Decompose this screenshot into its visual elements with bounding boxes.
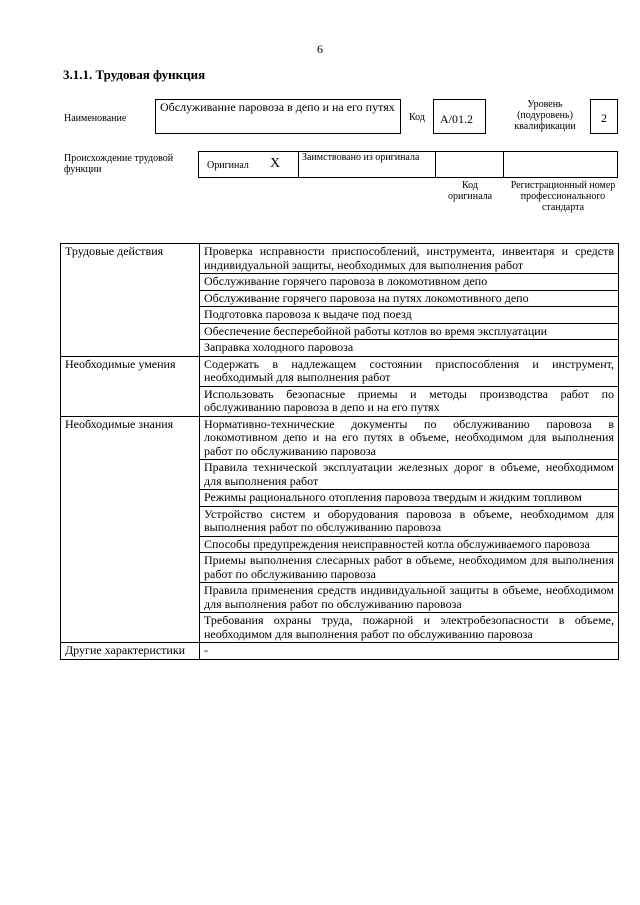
level-value: 2 xyxy=(590,99,618,134)
table-row xyxy=(61,643,619,660)
category-cell: Другие характеристики xyxy=(61,643,200,660)
item-cell: Подготовка паровоза к выдаче под поезд xyxy=(200,307,619,324)
item-cell: Нормативно-технические документы по обслуживанию паровоза в локомотивном депо и на его путях в объеме, необходимом для выполнения работ по обслуживанию паровоза xyxy=(200,416,619,460)
item-cell: Содержать в надлежащем состоянии приспособления и инструмент, необходимый для выполнения работ xyxy=(200,356,619,386)
section-title: 3.1.1. Трудовая функция xyxy=(63,67,206,82)
origin-label: Происхождение трудовой функции xyxy=(64,153,174,175)
name-value: Обслуживание паровоза в депо и на его путях xyxy=(155,99,401,134)
item-cell: Правила технической эксплуатации железных дорог в объеме, необходимом для выполнения работ xyxy=(200,460,619,490)
name-label: Наименование xyxy=(64,113,127,124)
category-cell: Трудовые действия xyxy=(61,244,200,357)
code-label: Код xyxy=(409,112,425,123)
item-cell: Заправка холодного паровоза xyxy=(200,340,619,357)
origin-borrowed-label: Заимствовано из оригинала xyxy=(302,152,420,163)
item-cell: Обслуживание горячего паровоза в локомотивном депо xyxy=(200,274,619,291)
page-number: 6 xyxy=(317,42,323,56)
category-cell: Необходимые умения xyxy=(61,356,200,416)
item-cell: Правила применения средств индивидуальной защиты в объеме, необходимом для выполнения работ по обслуживанию паровоза xyxy=(200,583,619,613)
function-table xyxy=(60,243,619,660)
reg-number-caption: Регистрационный номер профессионального стандарта xyxy=(510,180,616,213)
table-row xyxy=(61,416,619,460)
level-label: Уровень (подуровень) квалификации xyxy=(514,99,576,132)
item-cell: Проверка исправности приспособлений, инструмента, инвентаря и средств индивидуальной защиты, необходимых для выполнения работ xyxy=(200,244,619,274)
item-cell: Использовать безопасные приемы и методы производства работ по обслуживанию паровоза в депо и на его путях xyxy=(200,386,619,416)
code-value: А/01.2 xyxy=(433,99,486,134)
table-row xyxy=(61,356,619,386)
item-cell: Обеспечение бесперебойной работы котлов во время эксплуатации xyxy=(200,323,619,340)
item-cell: - xyxy=(200,643,619,660)
item-cell: Способы предупреждения неисправностей котла обслуживаемого паровоза xyxy=(200,536,619,553)
item-cell: Приемы выполнения слесарных работ в объеме, необходимом для выполнения работ по обслуживанию паровоза xyxy=(200,553,619,583)
origin-reg-cell xyxy=(504,151,618,178)
item-cell: Устройство систем и оборудования паровоза в объеме, необходимом для выполнения работ по обслуживанию паровоза xyxy=(200,506,619,536)
code-original-caption: Код оригинала xyxy=(447,180,493,202)
table-row xyxy=(61,244,619,274)
origin-mark: X xyxy=(270,156,281,171)
origin-original-label: Оригинал xyxy=(207,160,249,171)
category-cell: Необходимые знания xyxy=(61,416,200,643)
item-cell: Режимы рационального отопления паровоза твердым и жидким топливом xyxy=(200,490,619,507)
item-cell: Обслуживание горячего паровоза на путях локомотивного депо xyxy=(200,290,619,307)
origin-code-cell xyxy=(436,151,504,178)
item-cell: Требования охраны труда, пожарной и электробезопасности в объеме, необходимом для выполнения работ по обслуживанию паровоза xyxy=(200,613,619,643)
